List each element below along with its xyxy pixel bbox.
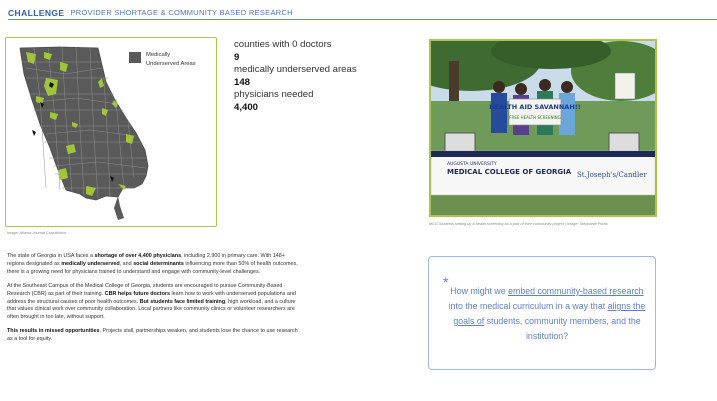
text-span: How might we: [450, 286, 509, 296]
legend-swatch: [129, 52, 141, 63]
georgia-map-panel: [5, 37, 217, 227]
text-span: into the medical curriculum in a way that: [448, 301, 608, 311]
text-span: influencing more than 50% of health outcomes, there is a growing need for physicians trained to understand and engage with community-level challenges.: [7, 260, 298, 275]
text-span: The state of Georgia in USA faces a: [7, 253, 95, 259]
how-might-we-card: [428, 256, 656, 370]
photo-caption: MCG Students setting up a health screening as a part of their community project | Image: Stephanie Porris: [429, 222, 608, 226]
sign-subtext: FREE HEALTH SCREENING: [509, 115, 561, 120]
paragraph-1: [7, 253, 299, 277]
stats-block: [234, 39, 357, 114]
underlined-phrase: embed community-based research: [508, 286, 644, 296]
text-span: learn how to work with underserved populations and address the structural causes of poor health outcomes.: [7, 290, 296, 305]
stat-value: 9: [234, 51, 240, 63]
underlined-phrase: aligns the goals of: [453, 301, 646, 326]
text-span: , high workload, and a culture that values clinical work over community collaboration. Local partners like community clinics or volunteer researchers are often brought in too late, without support.: [7, 298, 296, 321]
text-span: students, community members, and the institution?: [484, 316, 641, 341]
paragraph-2: [7, 283, 299, 323]
section-header: [8, 7, 717, 20]
body-text: [7, 253, 299, 350]
text-bold: medically underserved: [61, 260, 120, 267]
photo-scene: [431, 41, 655, 215]
text-span: At the Southeast Campus of the Medical College of Georgia, students are encouraged to pursue Community-Based Research (CBR) as part of their training.: [7, 282, 283, 297]
banner-partner: St.Joseph's/Candler: [577, 171, 647, 179]
section-tag: CHALLENGE: [8, 8, 65, 18]
how-might-we-question: [445, 284, 649, 344]
section-title: PROVIDER SHORTAGE & COMMUNITY BASED RESEARCH: [70, 8, 293, 17]
community-photo: [429, 39, 657, 217]
text-bold: shortage of over 4,400 physicians: [94, 253, 182, 259]
text-bold: social determinants: [133, 260, 184, 267]
stat-value: 148: [234, 76, 251, 88]
legend-label: Medically Underserved Areas: [146, 52, 196, 67]
text-bold: CBR helps future doctors: [104, 290, 170, 297]
text-span: , and: [119, 260, 134, 267]
text-bold: But students face limited training: [139, 298, 226, 305]
stat-value: 4,400: [234, 101, 259, 113]
banner-university: AUGUSTA UNIVERSITY: [447, 162, 497, 167]
banner-college: MEDICAL COLLEGE OF GEORGIA: [447, 168, 572, 176]
asterisk-icon: *: [443, 274, 449, 290]
map-credit: Image: Atlanta Journal Constitution: [7, 231, 66, 235]
paragraph-3: [7, 328, 299, 344]
text-span: , including 2,900 in primary care. With 148+ regions designated as: [7, 253, 285, 267]
text-bold: This results in missed opportunities: [7, 328, 100, 335]
stat-label: physicians needed: [234, 89, 314, 100]
stat-label: medically underserved areas: [234, 64, 357, 75]
text-span: . Projects stall, partnerships weaken, and students lose the chance to use research as a tool for equity.: [7, 328, 298, 343]
sign-text: HEALTH AID SAVANNAH!!: [489, 103, 581, 111]
stat-label: counties with 0 doctors: [234, 39, 332, 50]
map-legend: [129, 51, 204, 68]
